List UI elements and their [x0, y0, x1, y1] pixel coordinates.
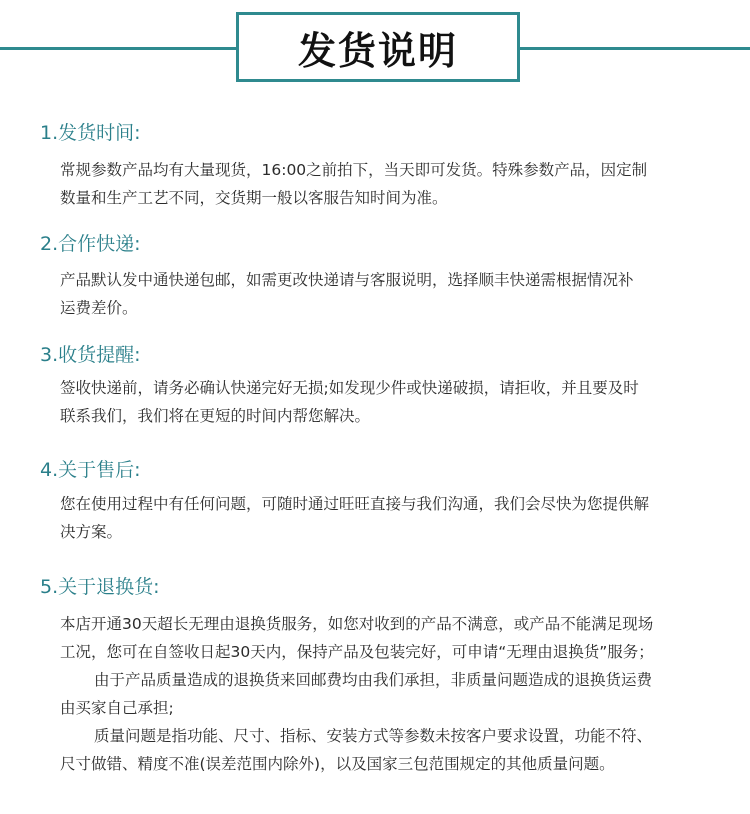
text-line: 决方案。	[60, 523, 123, 541]
section-body-shipping-time	[60, 156, 730, 212]
text-line: 尺寸做错、精度不准(误差范围内除外)，以及国家三包范围规定的其他质量问题。	[60, 755, 615, 773]
section-body-after-sales	[60, 490, 730, 546]
section-heading-after-sales: 4.关于售后:	[40, 459, 141, 481]
text-line: 数量和生产工艺不同，交货期一般以客服告知时间为准。	[60, 189, 448, 207]
text-line: 产品默认发中通快递包邮，如需更改快递请与客服说明，选择顺丰快递需根据情况补	[60, 271, 634, 289]
section-body-receipt	[60, 374, 730, 430]
header-line-left	[0, 47, 236, 50]
page-title: 发货说明	[297, 28, 458, 73]
section-heading-shipping-time: 1.发货时间:	[40, 122, 141, 144]
text-line: 由买家自己承担;	[60, 699, 174, 717]
section-body-returns	[60, 610, 730, 778]
section-body-courier	[60, 266, 730, 322]
text-line: 签收快递前，请务必确认快递完好无损;如发现少件或快递破损，请拒收，并且要及时	[60, 379, 639, 397]
text-line: 运费差价。	[60, 299, 138, 317]
section-heading-courier: 2.合作快递:	[40, 233, 141, 255]
header-line-right	[520, 47, 750, 50]
text-line: 工况，您可在自签收日起30天内，保持产品及包装完好，可申请“无理由退换货”服务；	[60, 643, 654, 661]
title-box	[236, 12, 520, 82]
text-line: 您在使用过程中有任何问题，可随时通过旺旺直接与我们沟通，我们会尽快为您提供解	[60, 495, 650, 513]
section-heading-receipt: 3.收货提醒:	[40, 344, 141, 366]
text-line: 质量问题是指功能、尺寸、指标、安装方式等参数未按客户要求设置，功能不符、	[94, 727, 653, 745]
text-line: 本店开通30天超长无理由退换货服务，如您对收到的产品不满意，或产品不能满足现场	[60, 615, 654, 633]
text-line: 由于产品质量造成的退换货来回邮费均由我们承担，非质量问题造成的退换货运费	[94, 671, 653, 689]
text-line: 联系我们，我们将在更短的时间内帮您解决。	[60, 407, 371, 425]
section-heading-returns: 5.关于退换货:	[40, 576, 160, 598]
text-line: 常规参数产品均有大量现货，16:00之前拍下，当天即可发货。特殊参数产品，因定制	[60, 161, 648, 179]
